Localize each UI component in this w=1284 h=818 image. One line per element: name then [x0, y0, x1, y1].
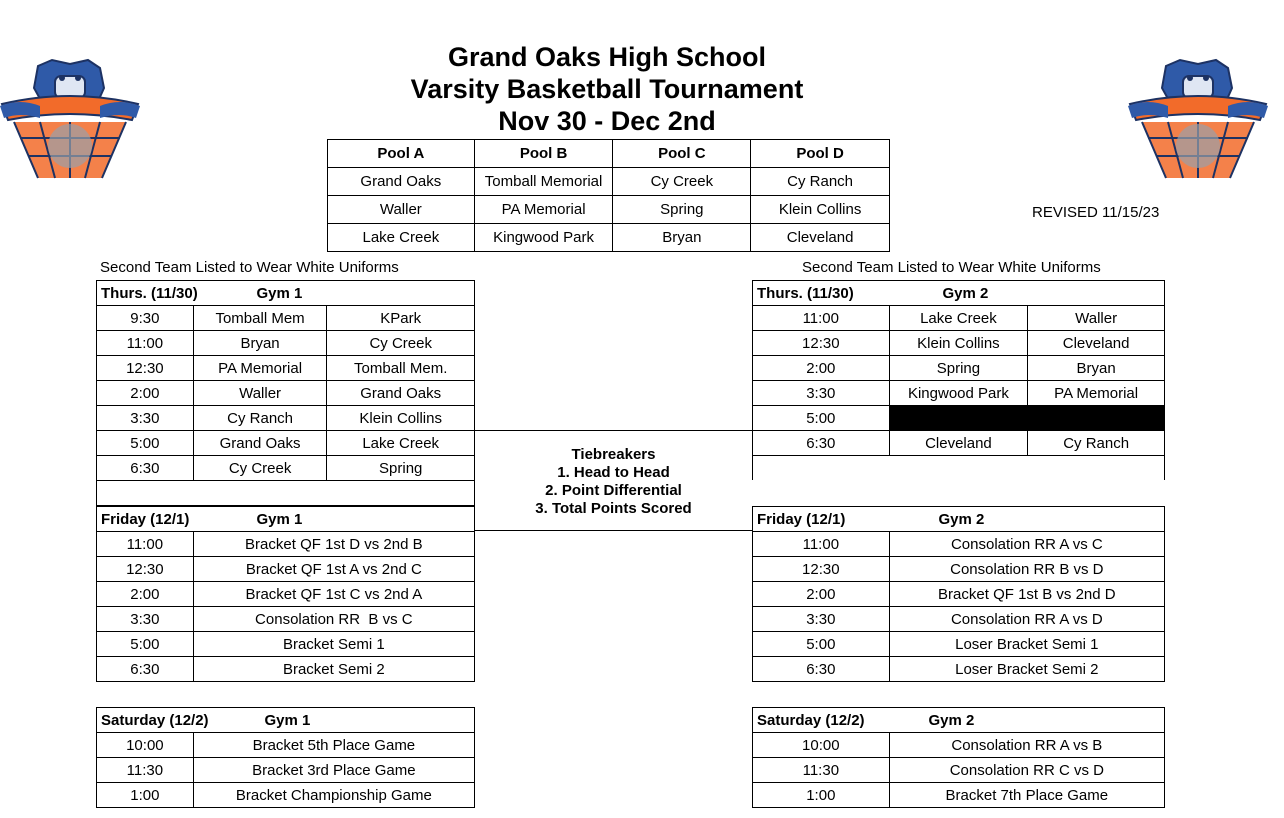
uniform-note-right: Second Team Listed to Wear White Uniforms	[802, 259, 1101, 276]
game-matchup: Bracket 5th Place Game	[193, 733, 474, 758]
away-team: Grand Oaks	[327, 381, 475, 406]
pool-row	[328, 168, 890, 196]
pool-header-row	[328, 140, 890, 168]
game-row	[97, 532, 475, 557]
pool-team: Kingwood Park	[474, 224, 613, 252]
gym-label: Gym 1	[256, 510, 303, 528]
game-time: 2:00	[753, 356, 890, 381]
game-matchup: Bracket QF 1st C vs 2nd A	[193, 582, 474, 607]
game-row	[753, 733, 1165, 758]
game-time: 6:30	[753, 657, 890, 682]
tiebreakers-box	[475, 446, 752, 518]
pool-team: Klein Collins	[751, 196, 890, 224]
uniform-note-left: Second Team Listed to Wear White Uniforms	[100, 259, 399, 276]
away-team: Lake Creek	[327, 431, 475, 456]
away-team: Cleveland	[1028, 331, 1165, 356]
game-time: 10:00	[753, 733, 890, 758]
game-matchup: Bracket 3rd Place Game	[193, 758, 474, 783]
away-team: KPark	[327, 306, 475, 331]
game-matchup: Consolation RR A vs B	[889, 733, 1164, 758]
game-time: 3:30	[97, 406, 194, 431]
game-matchup: Consolation RR A vs D	[889, 607, 1164, 632]
schedule-header-row	[753, 507, 1165, 532]
game-time: 11:00	[753, 306, 890, 331]
game-row	[753, 582, 1165, 607]
title-line-3: Nov 30 - Dec 2nd	[498, 106, 716, 136]
game-time: 12:30	[97, 557, 194, 582]
game-time: 5:00	[753, 632, 890, 657]
game-time: 11:00	[97, 532, 194, 557]
game-row	[753, 632, 1165, 657]
day-label: Friday (12/1)	[757, 510, 846, 528]
away-team: Cy Creek	[327, 331, 475, 356]
friday-gym1-table	[96, 506, 475, 682]
game-time: 6:30	[753, 431, 890, 456]
pool-team: Spring	[613, 196, 751, 224]
home-team: Cy Ranch	[193, 406, 327, 431]
home-team: Grand Oaks	[193, 431, 327, 456]
tiebreaker-item: 3. Total Points Scored	[535, 500, 692, 517]
game-row	[753, 431, 1165, 456]
schedule-header-row	[753, 708, 1165, 733]
home-team: Waller	[193, 381, 327, 406]
game-row	[753, 381, 1165, 406]
game-row	[97, 456, 475, 481]
game-row	[753, 406, 1165, 431]
game-row	[97, 306, 475, 331]
gym-label: Gym 2	[928, 711, 975, 729]
game-row	[97, 381, 475, 406]
pool-row	[328, 224, 890, 252]
home-team: Spring	[889, 356, 1028, 381]
game-time: 2:00	[97, 582, 194, 607]
tiebreaker-item: 2. Point Differential	[545, 482, 682, 499]
game-row	[753, 532, 1165, 557]
away-team: PA Memorial	[1028, 381, 1165, 406]
game-time: 2:00	[753, 582, 890, 607]
pool-team: Lake Creek	[328, 224, 475, 252]
day-label: Saturday (12/2)	[101, 711, 209, 729]
game-row	[97, 657, 475, 682]
game-row	[753, 783, 1165, 808]
game-time: 11:30	[97, 758, 194, 783]
pool-table	[327, 139, 890, 252]
friday-gym2-table	[752, 506, 1165, 682]
schedule-header-row	[97, 708, 475, 733]
home-team: PA Memorial	[193, 356, 327, 381]
game-time: 1:00	[97, 783, 194, 808]
spacer-row	[753, 456, 1165, 481]
blacked-out-cell	[889, 406, 1028, 431]
title-line-1: Grand Oaks High School	[447, 42, 767, 72]
gym-label: Gym 2	[942, 284, 989, 302]
pool-team: Tomball Memorial	[474, 168, 613, 196]
game-time: 6:30	[97, 456, 194, 481]
tiebreakers-heading: Tiebreakers	[571, 446, 656, 463]
gym-label: Gym 1	[264, 711, 311, 729]
game-row	[753, 306, 1165, 331]
divider-line	[475, 430, 752, 431]
away-team: Klein Collins	[327, 406, 475, 431]
game-row	[97, 557, 475, 582]
away-team: Waller	[1028, 306, 1165, 331]
game-row	[753, 607, 1165, 632]
game-time: 5:00	[97, 431, 194, 456]
pool-header: Pool C	[613, 140, 751, 168]
game-matchup: Loser Bracket Semi 1	[889, 632, 1164, 657]
game-row	[753, 356, 1165, 381]
pool-header: Pool D	[751, 140, 890, 168]
home-team: Lake Creek	[889, 306, 1028, 331]
game-time: 11:30	[753, 758, 890, 783]
title-line-2: Varsity Basketball Tournament	[410, 74, 804, 104]
home-team: Klein Collins	[889, 331, 1028, 356]
game-time: 11:00	[97, 331, 194, 356]
game-row	[97, 733, 475, 758]
game-row	[753, 758, 1165, 783]
schedule-header-row	[97, 507, 475, 532]
game-row	[753, 657, 1165, 682]
gym-label: Gym 1	[256, 284, 303, 302]
game-matchup: Bracket QF 1st D vs 2nd B	[193, 532, 474, 557]
pool-team: Cy Ranch	[751, 168, 890, 196]
game-row	[97, 356, 475, 381]
revised-date: REVISED 11/15/23	[1032, 204, 1160, 221]
game-time: 3:30	[753, 381, 890, 406]
day-label: Friday (12/1)	[101, 510, 190, 528]
game-time: 2:00	[97, 381, 194, 406]
game-matchup: Consolation RR C vs D	[889, 758, 1164, 783]
game-matchup: Loser Bracket Semi 2	[889, 657, 1164, 682]
gym-label: Gym 2	[938, 510, 985, 528]
game-time: 12:30	[753, 331, 890, 356]
day-label: Thurs. (11/30)	[757, 284, 854, 302]
pool-header: Pool A	[328, 140, 475, 168]
game-matchup: Consolation RR A vs C	[889, 532, 1164, 557]
divider-line	[475, 530, 752, 531]
game-row	[97, 582, 475, 607]
day-label: Thurs. (11/30)	[101, 284, 198, 302]
game-row	[97, 406, 475, 431]
pool-team: Waller	[328, 196, 475, 224]
game-matchup: Bracket 7th Place Game	[889, 783, 1164, 808]
game-row	[753, 557, 1165, 582]
game-time: 6:30	[97, 657, 194, 682]
pool-team: Bryan	[613, 224, 751, 252]
game-row	[97, 632, 475, 657]
home-team: Bryan	[193, 331, 327, 356]
saturday-gym2-table	[752, 707, 1165, 808]
pool-team: Cleveland	[751, 224, 890, 252]
home-team: Kingwood Park	[889, 381, 1028, 406]
thursday-gym2-table	[752, 280, 1165, 480]
spacer-row	[97, 481, 475, 506]
schedule-header-row	[97, 281, 475, 306]
game-matchup: Consolation RR B vs D	[889, 557, 1164, 582]
away-team: Cy Ranch	[1028, 431, 1165, 456]
home-team: Tomball Mem	[193, 306, 327, 331]
schedule-header-row	[753, 281, 1165, 306]
away-team: Bryan	[1028, 356, 1165, 381]
game-time: 12:30	[97, 356, 194, 381]
game-matchup: Bracket Championship Game	[193, 783, 474, 808]
thursday-gym1-table	[96, 280, 475, 506]
blacked-out-cell	[1028, 406, 1165, 431]
game-time: 9:30	[97, 306, 194, 331]
pool-team: PA Memorial	[474, 196, 613, 224]
game-matchup: Consolation RR B vs C	[193, 607, 474, 632]
game-matchup: Bracket QF 1st A vs 2nd C	[193, 557, 474, 582]
game-matchup: Bracket Semi 1	[193, 632, 474, 657]
day-label: Saturday (12/2)	[757, 711, 865, 729]
game-time: 5:00	[753, 406, 890, 431]
game-row	[753, 331, 1165, 356]
pool-header: Pool B	[474, 140, 613, 168]
game-row	[97, 331, 475, 356]
game-time: 5:00	[97, 632, 194, 657]
game-time: 3:30	[753, 607, 890, 632]
game-row	[97, 431, 475, 456]
pool-team: Grand Oaks	[328, 168, 475, 196]
game-time: 12:30	[753, 557, 890, 582]
away-team: Tomball Mem.	[327, 356, 475, 381]
saturday-gym1-table	[96, 707, 475, 808]
game-row	[97, 783, 475, 808]
pool-team: Cy Creek	[613, 168, 751, 196]
game-matchup: Bracket Semi 2	[193, 657, 474, 682]
pool-row	[328, 196, 890, 224]
game-time: 11:00	[753, 532, 890, 557]
game-time: 10:00	[97, 733, 194, 758]
game-matchup: Bracket QF 1st B vs 2nd D	[889, 582, 1164, 607]
game-row	[97, 607, 475, 632]
game-time: 1:00	[753, 783, 890, 808]
game-row	[97, 758, 475, 783]
away-team: Spring	[327, 456, 475, 481]
game-time: 3:30	[97, 607, 194, 632]
home-team: Cy Creek	[193, 456, 327, 481]
tiebreaker-item: 1. Head to Head	[557, 464, 670, 481]
home-team: Cleveland	[889, 431, 1028, 456]
